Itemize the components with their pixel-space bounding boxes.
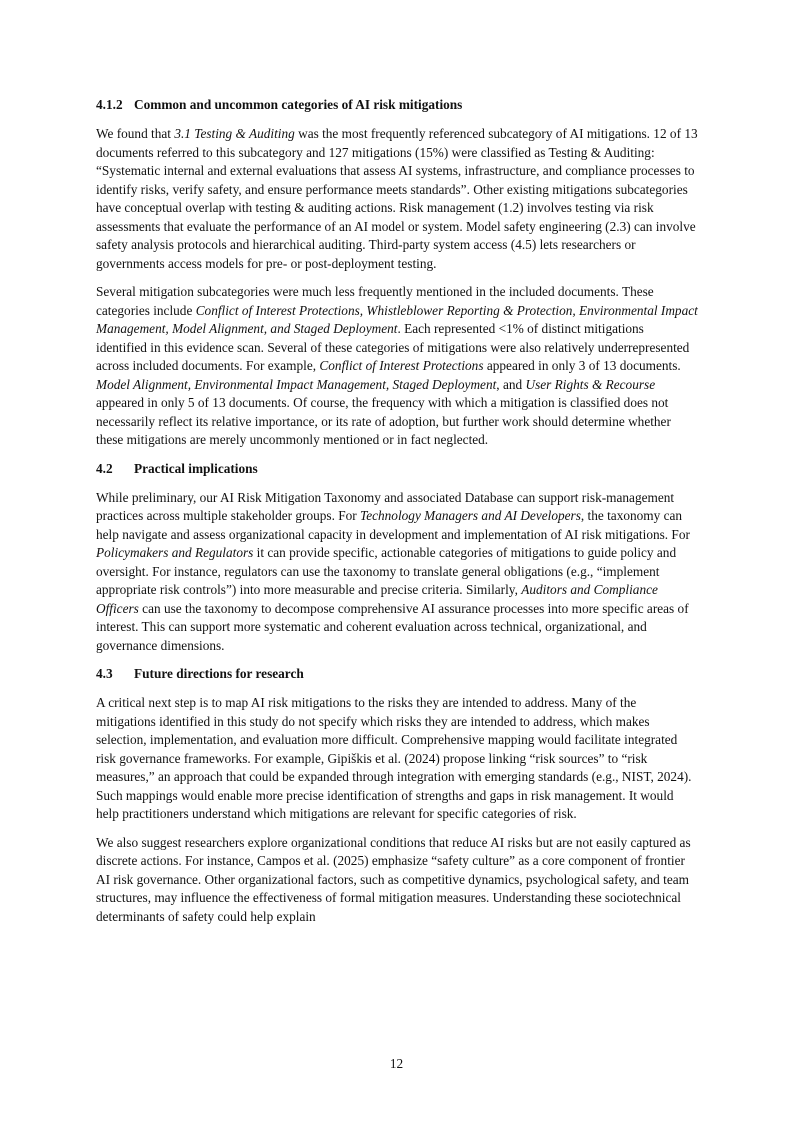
text-run: A critical next step is to map AI risk mitigations to the risks they are intended to address. Many of the mitigations identified in this study do not specify which risks they are intended to address, which makes selection, implementation, and evaluation more difficult. Comprehensive mapping would facilitate integrated risk governance frameworks. For example, Gipiškis et al. (2024) propose linking “risk sources” to “risk measures,” an approach that could be expanded through integration with emerging standards (e.g., NIST, 2024). Such mappings would enable more precise identification of strengths and gaps in risk management. It would help practitioners understand which mitigations are relevant for specific categories of risk.	[96, 695, 692, 821]
paragraph	[96, 834, 698, 927]
italic-run: 3.1 Testing & Auditing	[174, 126, 295, 141]
italic-run: Policymakers and Regulators	[96, 545, 254, 560]
text-run: While preliminary, our AI Risk Mitigation Taxonomy and associated Database can support risk-management practices across multiple stakeholder groups. For	[96, 489, 675, 523]
text-run: can use the taxonomy to decompose comprehensive AI assurance processes into more specific areas of interest. This can support more systematic and coherent evaluation across technical, organizational, and governance dimensions.	[96, 600, 689, 653]
text-run: . Each represented <1% of distinct mitigations identified in this evidence scan. Several of these categories of mitigations were also relatively underrepresented across included documents. For example,	[96, 321, 690, 373]
section-title: Common and uncommon categories of AI risk mitigations	[134, 97, 463, 112]
paragraph	[96, 694, 698, 824]
text-run: Several mitigation subcategories were much less frequently mentioned in the included documents. These categories include	[96, 284, 654, 318]
text-run: was the most frequently referenced subcategory of AI mitigations. 12 of 13 documents referred to this subcategory and 127 mitigations (15%) were classified as Testing & Auditing: “Systematic internal and external evaluations that assess AI systems, infrastructure, and compliance processes to identify risks, verify safety, and ensure performance meets standards”. Other existing mitigations subcategories have conceptual overlap with testing & auditing actions. Risk management (1.2) involves testing via risk assessments that evaluate the performance of an AI model or system. Model safety engineering (2.3) can involve safety analysis protocols and hierarchical auditing. Third-party system access (4.5) lets researchers or governments access models for pre- or post-deployment testing.	[96, 126, 698, 271]
text-run: appeared in only 5 of 13 documents. Of course, the frequency with which a mitigation is classified does not necessarily reflect its relative importance, or its rate of adoption, but further work should determine whether these mitigations are merely uncommonly mentioned or in fact neglected.	[96, 395, 671, 447]
text-run: , and	[496, 376, 526, 392]
italic-run: User Rights & Recourse	[525, 376, 656, 392]
italic-run: Conflict of Interest Protections	[319, 358, 484, 373]
italic-run: Technology Managers and AI Developers	[360, 508, 581, 523]
paragraph	[96, 489, 698, 656]
italic-run: Conflict of Interest Protections, Whistleblower Reporting & Protection, Environmental Impact Management, Model Alignment, and Staged Deployment	[96, 302, 698, 336]
section-heading-4-2	[96, 460, 698, 478]
text-run: We found that	[96, 126, 175, 141]
section-number: 4.3	[96, 666, 113, 681]
section-number: 4.2	[96, 460, 113, 476]
paragraph	[96, 125, 698, 273]
italic-run: Model Alignment, Environmental Impact Management, Staged Deployment	[96, 376, 497, 392]
text-run: We also suggest researchers explore organizational conditions that reduce AI risks but are not easily captured as discrete actions. For instance, Campos et al. (2025) emphasize “safety culture” as a core component of frontier AI risk governance. Other organizational factors, such as competitive dynamics, psychological safety, and team structures, may influence the effectiveness of formal mitigation measures. Understanding these sociotechnical determinants of safety could help explain	[96, 834, 691, 924]
text-run: , the taxonomy can help navigate and assess organizational capacity in development and implementation of AI risk mitigations. For	[96, 508, 690, 542]
section-number: 4.1.2	[96, 97, 123, 112]
section-heading-4-1-2	[96, 96, 698, 114]
paragraph	[96, 283, 698, 450]
section-title: Future directions for research	[134, 666, 304, 681]
text-run: appeared in only 3 of 13 documents.	[483, 358, 681, 373]
page-number: 12	[389, 1056, 404, 1071]
section-heading-4-3	[96, 665, 698, 683]
paper-page	[96, 96, 698, 936]
italic-run: Auditors and Compliance Officers	[96, 582, 658, 616]
text-run: it can provide specific, actionable categories of mitigations to guide policy and oversight. For instance, regulators can use the taxonomy to translate general obligations (e.g., “implement appropriate risk controls”) into more measurable and precise criteria. Similarly,	[96, 545, 677, 597]
section-title: Practical implications	[134, 460, 258, 476]
